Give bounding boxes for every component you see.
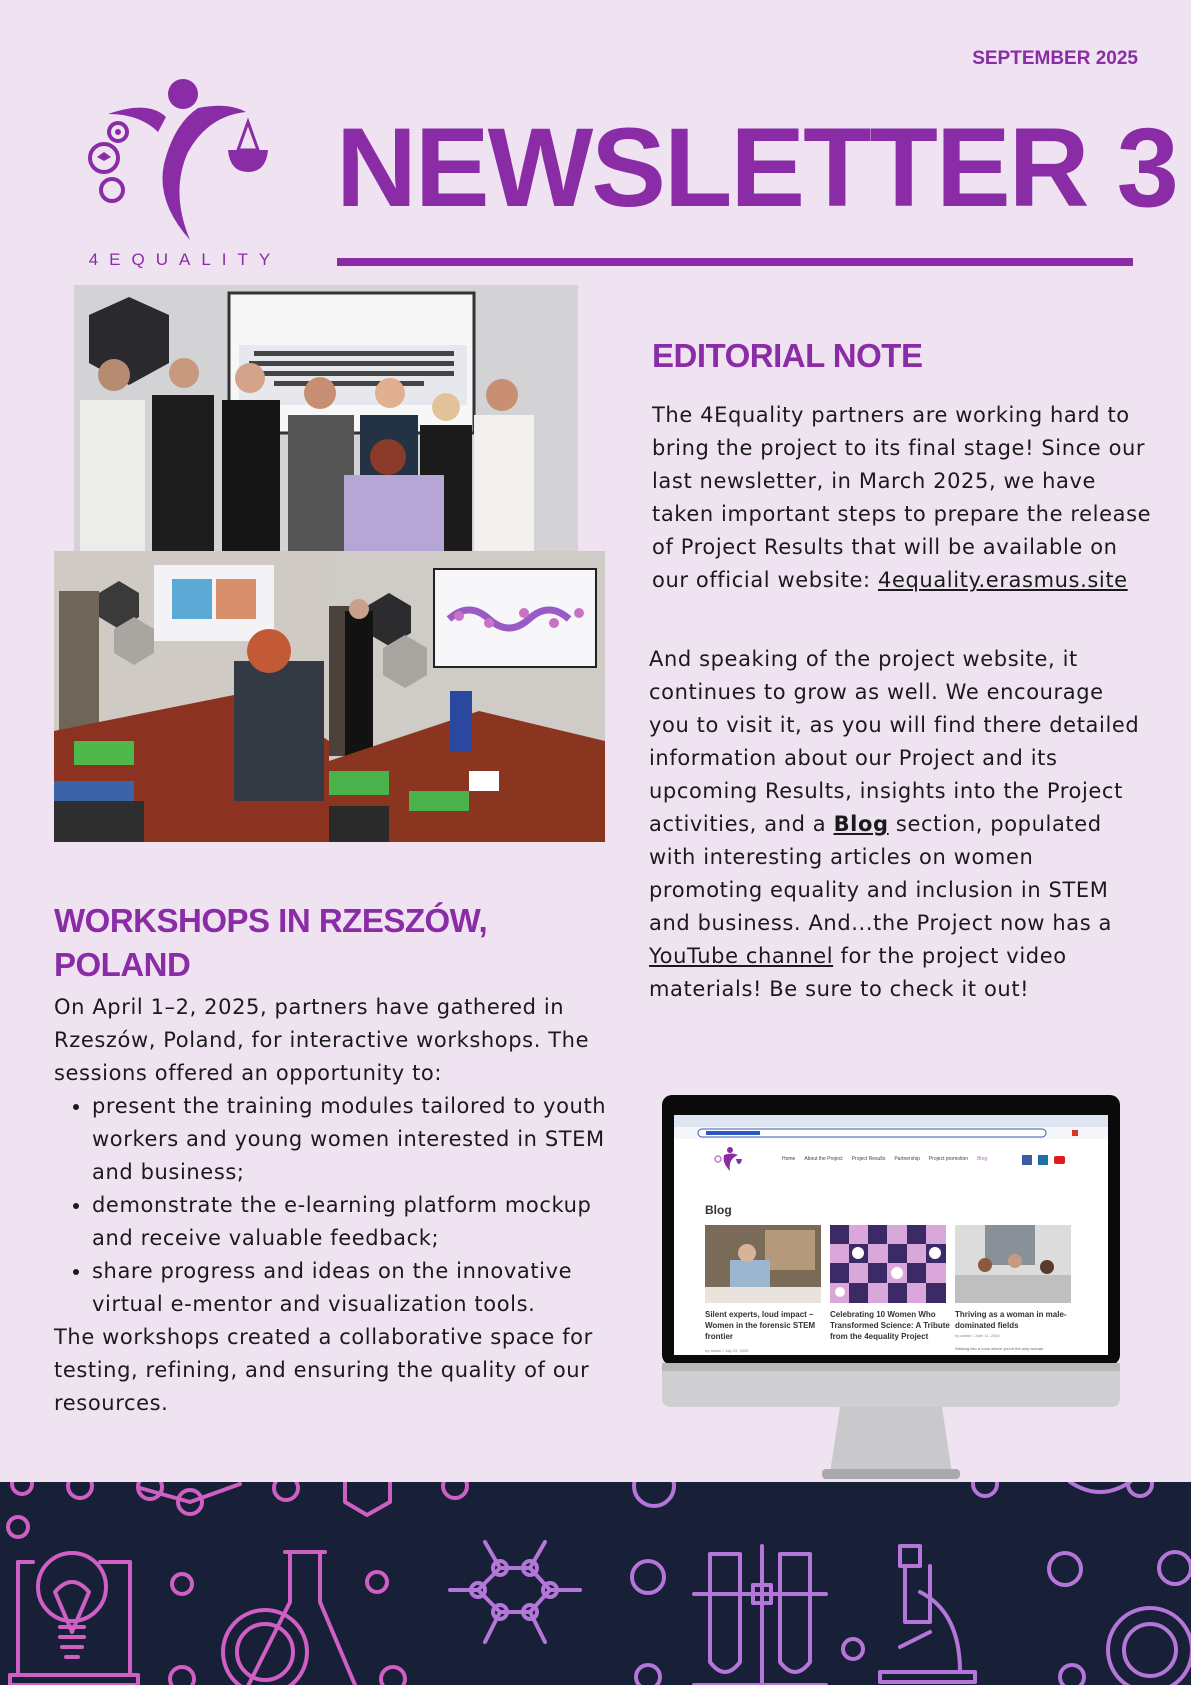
blog-post-image[interactable] <box>955 1225 1071 1303</box>
youtube-icon[interactable] <box>1054 1156 1065 1164</box>
blog-post-excerpt: Walking into a room where you're the only woman <box>955 1346 1044 1351</box>
blog-link[interactable]: Blog <box>833 812 889 836</box>
website-screenshot-monitor <box>660 1093 1122 1483</box>
workshops-bullet: • present the training modules tailored to youth workers and young women interested in STEM and business; <box>92 1090 614 1189</box>
newsletter-title: NEWSLETTER 3 <box>336 105 1177 230</box>
blog-post-meta: by admin / July 23, 2025 <box>705 1348 749 1353</box>
workshops-intro: On April 1–2, 2025, partners have gathered in Rzeszów, Poland, for interactive workshops. The sessions offered an opportunity to: <box>54 995 590 1085</box>
group-photo <box>74 285 578 551</box>
editorial-heading: EDITORIAL NOTE <box>652 337 923 374</box>
workshops-outro: The workshops created a collaborative space for testing, refining, and ensuring the quality of our resources. <box>54 1325 593 1415</box>
issue-date: SEPTEMBER 2025 <box>972 48 1138 69</box>
workshop-photo-left <box>54 551 329 842</box>
website-blog-heading: Blog <box>705 1203 732 1217</box>
website-social-icons <box>1022 1155 1065 1165</box>
workshops-bullet: • share progress and ideas on the innovative virtual e-mentor and visualization tools. <box>92 1255 614 1321</box>
facebook-icon[interactable] <box>1022 1155 1032 1165</box>
blog-post-office-photo <box>955 1225 1071 1303</box>
editorial-p2-text-c: for the project video materials! Be sure to check it out! <box>649 944 1067 1001</box>
blog-post-image[interactable] <box>830 1225 946 1303</box>
blog-post-meta: by admin / June 11, 2025 <box>955 1333 1000 1338</box>
website-nav <box>782 1156 1012 1162</box>
workshop-photo-right <box>329 551 605 842</box>
microscope-icon <box>880 1546 975 1682</box>
footer-stem-pattern <box>0 1482 1191 1685</box>
workshops-bullet-list <box>54 1090 614 1321</box>
editorial-paragraph-1 <box>652 399 1152 597</box>
website-nav-item[interactable]: Partnership <box>894 1156 920 1162</box>
editorial-p2-text-b: section, populated with interesting articles on women promoting equality and inclusion in STEM and business. And...the Project now has a <box>649 812 1113 935</box>
logo-wordmark: 4EQUALITY <box>88 250 282 269</box>
workshops-body <box>54 991 614 1420</box>
website-nav-item[interactable]: Project Results <box>851 1156 886 1162</box>
test-tubes-icon <box>694 1546 826 1685</box>
youtube-channel-link[interactable]: YouTube channel <box>649 944 834 968</box>
workshops-heading: WORKSHOPS IN RZESZÓW, POLAND <box>54 902 488 983</box>
editorial-p2-text-a: And speaking of the project website, it continues to grow as well. We encourage you to visit it, as you will find there detailed information about our Project and its upcoming Results, insights into the Project activities, and a <box>649 647 1140 836</box>
website-logo <box>708 1145 748 1175</box>
website-nav-item[interactable]: Project promotion <box>928 1156 969 1162</box>
molecule-icon <box>450 1542 580 1642</box>
editorial-p1-text: The 4Equality partners are working hard to bring the project to its final stage! Since our last newsletter, in March 2025, we have taken important steps to prepare the release of Project Results that will be available on our official website: <box>652 403 1152 592</box>
blog-post-pattern <box>830 1225 946 1303</box>
4equality-logo <box>78 72 288 272</box>
website-link[interactable]: 4equality.erasmus.site <box>878 568 1128 592</box>
website-nav-item[interactable]: Home <box>782 1156 796 1162</box>
blog-post-title[interactable]: Thriving as a woman in male-dominated fields <box>955 1310 1067 1330</box>
editorial-paragraph-2 <box>649 643 1149 1006</box>
lightbulb-laptop-icon <box>10 1553 138 1685</box>
blog-post-title[interactable]: Celebrating 10 Women Who Transformed Science: A Tribute from the 4equality Project <box>830 1310 950 1341</box>
gear-flask-icon <box>223 1552 355 1685</box>
logo-scales-figure-icon <box>78 72 288 272</box>
website-nav-item-active[interactable]: Blog <box>977 1156 988 1162</box>
blog-post-photo <box>705 1225 821 1303</box>
blog-post-image[interactable] <box>705 1225 821 1303</box>
title-underline-divider <box>337 258 1133 266</box>
linkedin-icon[interactable] <box>1038 1155 1048 1165</box>
website-logo-icon <box>708 1145 748 1175</box>
gear-icon <box>1108 1608 1191 1685</box>
blog-post-title[interactable]: Silent experts, loud impact – Women in the forensic STEM frontier <box>705 1310 816 1341</box>
workshops-bullet: • demonstrate the e-learning platform mockup and receive valuable feedback; <box>92 1189 614 1255</box>
website-nav-item[interactable]: About the Project <box>804 1156 843 1162</box>
pattern-circle <box>12 1482 32 1494</box>
